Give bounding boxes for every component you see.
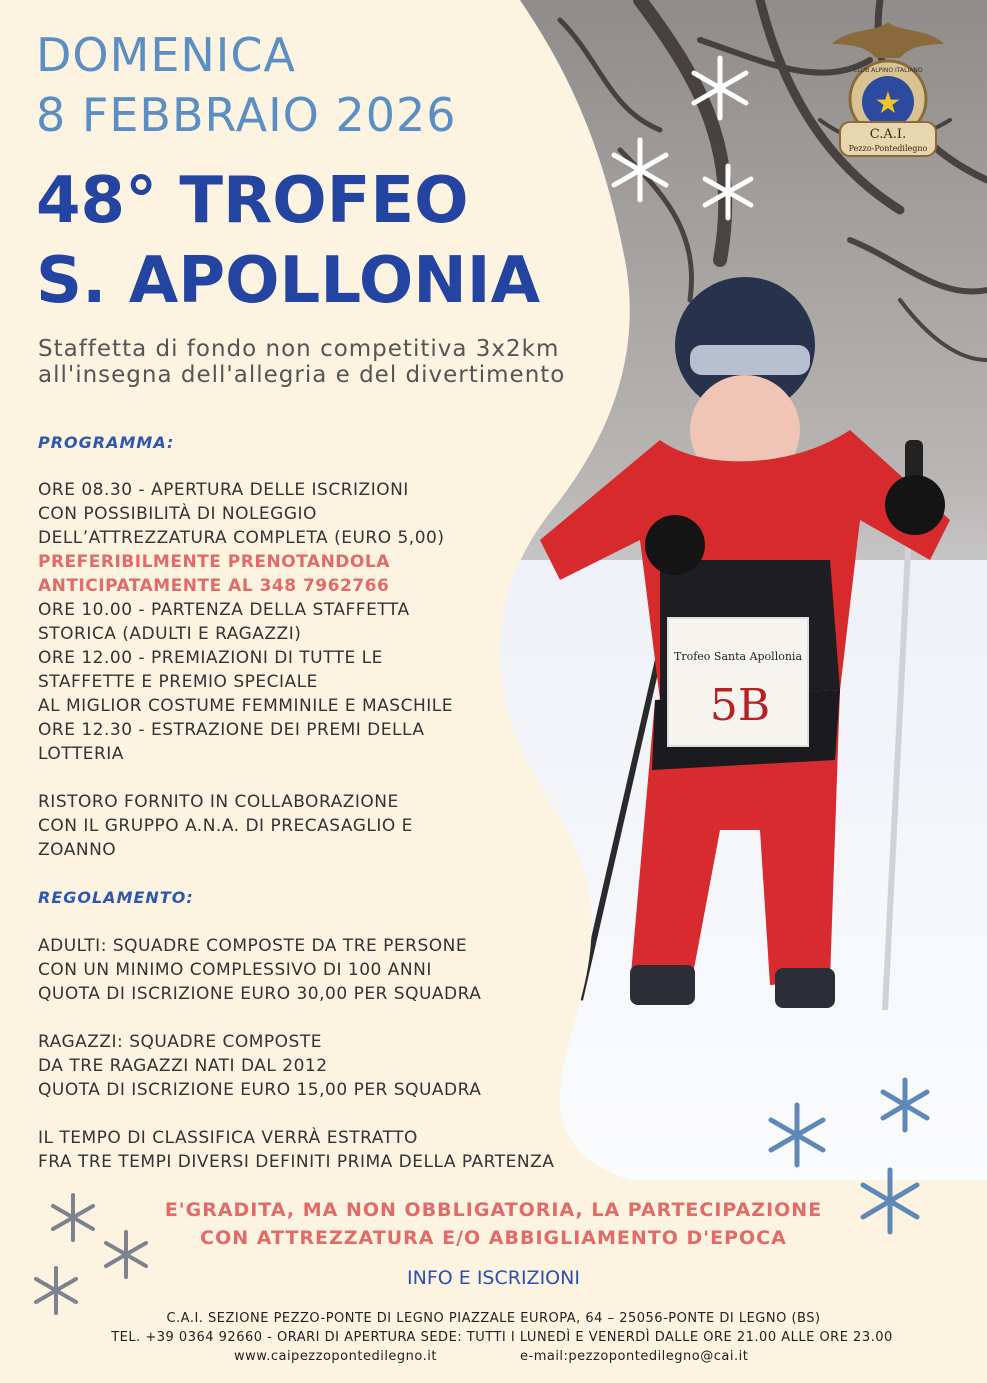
logo-text-section: Pezzo-Pontedilegno bbox=[848, 144, 928, 153]
programma-line: AL MIGLIOR COSTUME FEMMINILE E MASCHILE bbox=[38, 696, 453, 716]
programma-heading: PROGRAMMA: bbox=[38, 433, 175, 452]
ragazzi-line: DA TRE RAGAZZI NATI DAL 2012 bbox=[38, 1056, 328, 1076]
bib-label: Trofeo Santa Apollonia bbox=[674, 650, 802, 663]
booking-phone-line: ANTICIPATAMENTE AL 348 7962766 bbox=[38, 576, 390, 596]
programma-line: STAFFETTE E PREMIO SPECIALE bbox=[38, 672, 318, 692]
logo-text-cai: C.A.I. bbox=[869, 127, 907, 142]
programma-line: STORICA (ADULTI E RAGAZZI) bbox=[38, 624, 302, 644]
programma-line: ORE 08.30 - APERTURA DELLE ISCRIZIONI bbox=[38, 480, 409, 500]
footer-address: C.A.I. SEZIONE PEZZO-PONTE DI LEGNO PIAZZALE EUROPA, 64 – 25056-PONTE DI LEGNO (BS) bbox=[166, 1311, 821, 1326]
logo-ring-text: CLUB ALPINO ITALIANO bbox=[853, 67, 923, 74]
adulti-line: CON UN MINIMO COMPLESSIVO DI 100 ANNI bbox=[38, 960, 432, 980]
subtitle-line1: Staffetta di fondo non competitiva 3x2km bbox=[38, 336, 560, 362]
event-title-line2: S. APOLLONIA bbox=[36, 244, 541, 318]
ristoro-line: ZOANNO bbox=[38, 840, 117, 860]
website-link[interactable]: www.caipezzopontedilegno.it bbox=[234, 1349, 437, 1364]
programma-line: ORE 12.30 - ESTRAZIONE DEI PREMI DELLA bbox=[38, 720, 425, 740]
star-icon: ★ bbox=[874, 86, 902, 121]
programma-line: DELL’ATTREZZATURA COMPLETA (EURO 5,00) bbox=[38, 528, 445, 548]
programma-line: ORE 10.00 - PARTENZA DELLA STAFFETTA bbox=[38, 600, 410, 620]
tempo-line: FRA TRE TEMPI DIVERSI DEFINITI PRIMA DELLA PARTENZA bbox=[38, 1152, 555, 1172]
event-date: 8 FEBBRAIO 2026 bbox=[36, 88, 457, 142]
ragazzi-line: QUOTA DI ISCRIZIONE EURO 15,00 PER SQUADRA bbox=[38, 1080, 482, 1100]
event-day: DOMENICA bbox=[36, 28, 296, 82]
cai-logo bbox=[828, 14, 948, 164]
period-gear-note-line2: CON ATTREZZATURA E/O ABBIGLIAMENTO D'EPOCA bbox=[200, 1227, 787, 1249]
tempo-line: IL TEMPO DI CLASSIFICA VERRÀ ESTRATTO bbox=[38, 1128, 418, 1148]
bib-number: 5B bbox=[709, 680, 771, 731]
period-gear-note-line1: E'GRADITA, MA NON OBBLIGATORIA, LA PARTECIPAZIONE bbox=[164, 1199, 823, 1221]
adulti-line: QUOTA DI ISCRIZIONE EURO 30,00 PER SQUADRA bbox=[38, 984, 482, 1004]
subtitle-line2: all'insegna dell'allegria e del divertimento bbox=[38, 362, 566, 388]
ristoro-line: CON IL GRUPPO A.N.A. DI PRECASAGLIO E bbox=[38, 816, 413, 836]
ragazzi-line: RAGAZZI: SQUADRE COMPOSTE bbox=[38, 1032, 322, 1052]
eagle-icon bbox=[832, 22, 944, 58]
footer-hours: TEL. +39 0364 92660 - ORARI DI APERTURA SEDE: TUTTI I LUNEDÌ E VENERDÌ DALLE ORE 21.00 ALLE ORE 23.00 bbox=[111, 1330, 893, 1345]
programma-line: ORE 12.00 - PREMIAZIONI DI TUTTE LE bbox=[38, 648, 383, 668]
programma-line: LOTTERIA bbox=[38, 744, 124, 764]
booking-note-line: PREFERIBILMENTE PRENOTANDOLA bbox=[38, 552, 390, 572]
email-link[interactable]: e-mail:pezzopontedilegno@cai.it bbox=[520, 1349, 749, 1364]
regolamento-heading: REGOLAMENTO: bbox=[38, 888, 194, 907]
event-title-line1: 48° TROFEO bbox=[36, 164, 469, 238]
info-heading: INFO E ISCRIZIONI bbox=[407, 1267, 580, 1289]
ristoro-line: RISTORO FORNITO IN COLLABORAZIONE bbox=[38, 792, 399, 812]
adulti-line: ADULTI: SQUADRE COMPOSTE DA TRE PERSONE bbox=[38, 936, 468, 956]
programma-line: CON POSSIBILITÀ DI NOLEGGIO bbox=[38, 504, 317, 524]
